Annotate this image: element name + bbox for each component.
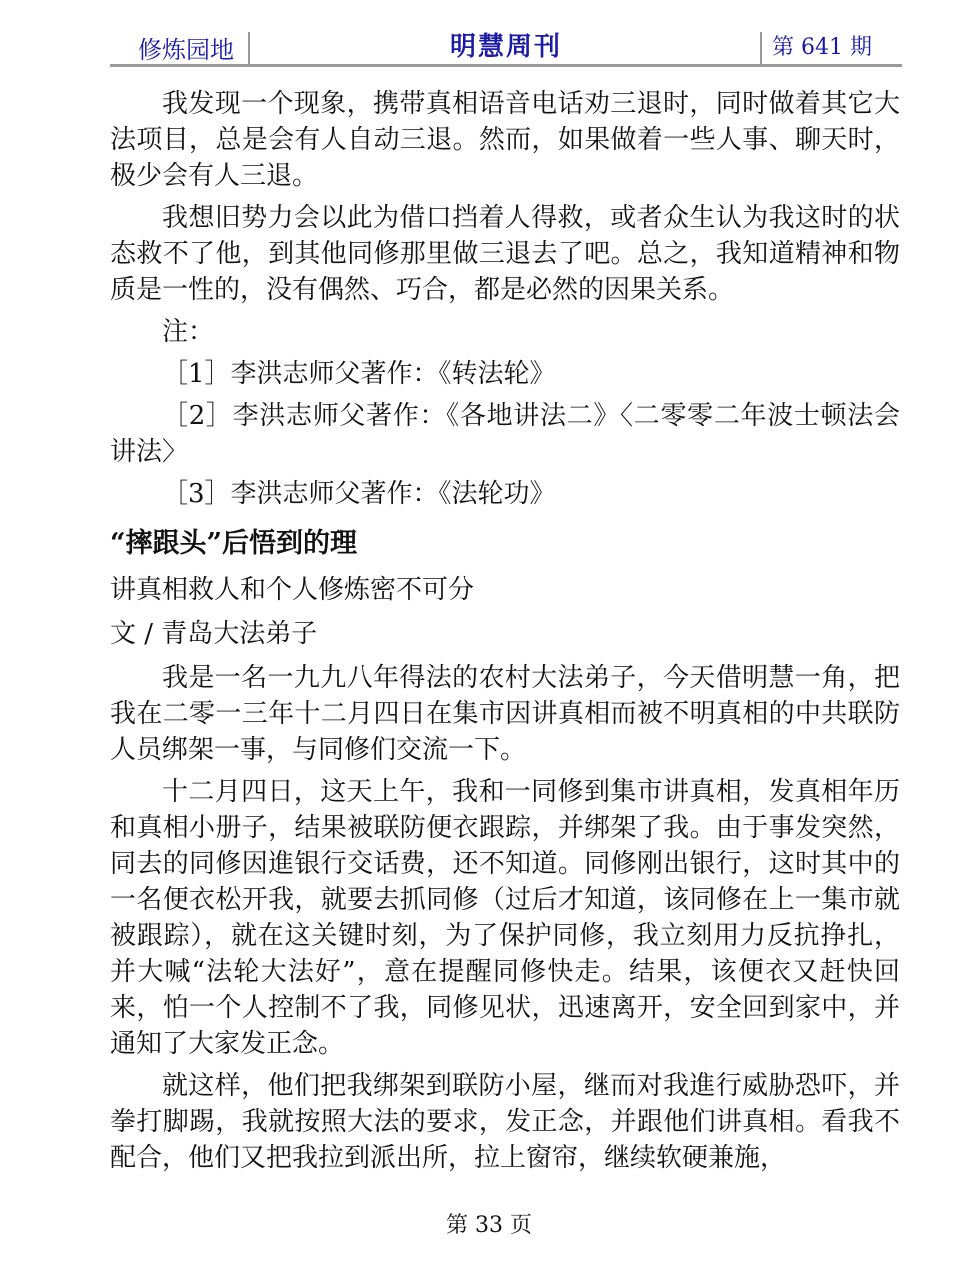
article-subtitle: 讲真相救人和个人修炼密不可分 bbox=[110, 575, 475, 605]
page-header bbox=[110, 26, 902, 66]
publication-title: 明慧周刊 bbox=[449, 32, 562, 62]
paragraph: 我想旧势力会以此为借口挡着人得救，或者众生认为我这时的状态救不了他，到其他同修那里做三退去了吧。总之，我知道精神和物质是一性的，没有偶然、巧合，都是必然的因果关系。 bbox=[110, 203, 900, 305]
paragraph: 我是一名一九九八年得法的农村大法弟子，今天借明慧一角，把我在二零一三年十二月四日在集市因讲真相而被不明真相的中共联防人员绑架一事，与同修们交流一下。 bbox=[110, 663, 900, 765]
paragraph: 十二月四日，这天上午，我和一同修到集市讲真相，发真相年历和真相小册子，结果被联防便衣跟踪，并绑架了我。由于事发突然，同去的同修因進银行交话费，还不知道。同修刚出银行，这时其中的一名便衣松开我，就要去抓同修（过后才知道，该同修在上一集市就被跟踪），就在这关键时刻，为了保护同修，我立刻用力反抗挣扎，并大喊“法轮大法好”，意在提醒同修快走。结果，该便衣又赶快回来，怕一个人控制不了我，同修见状，迅速离开，安全回到家中，并通知了大家发正念。 bbox=[110, 777, 900, 1059]
paragraph: 就这样，他们把我绑架到联防小屋，继而对我進行威胁恐吓，并拳打脚踢，我就按照大法的要求，发正念，并跟他们讲真相。看我不配合，他们又把我拉到派出所，拉上窗帘，继续软硬兼施， bbox=[110, 1071, 900, 1173]
note-item: ［3］李洪志师父著作：《法轮功》 bbox=[162, 479, 556, 509]
article-author: 文 / 青岛大法弟子 bbox=[110, 619, 318, 649]
notes-label: 注： bbox=[162, 317, 215, 347]
page-number: 第 33 页 bbox=[446, 1213, 532, 1238]
article-body bbox=[110, 86, 900, 1182]
section-name: 修炼园地 bbox=[138, 36, 234, 64]
note-item: ［1］李洪志师父著作：《转法轮》 bbox=[162, 359, 556, 389]
paragraph: 我发现一个现象，携带真相语音电话劝三退时，同时做着其它大法项目，总是会有人自动三退。然而，如果做着一些人事、聊天时，极少会有人三退。 bbox=[110, 89, 900, 191]
header-rule bbox=[110, 64, 902, 67]
issue-number: 第 641 期 bbox=[772, 35, 872, 60]
article-title: “摔跟头”后悟到的理 bbox=[110, 528, 358, 559]
header-divider-right bbox=[760, 32, 762, 64]
note-item: ［2］李洪志师父著作：《各地讲法二》〈二零零二年波士顿法会讲法〉 bbox=[110, 401, 900, 467]
